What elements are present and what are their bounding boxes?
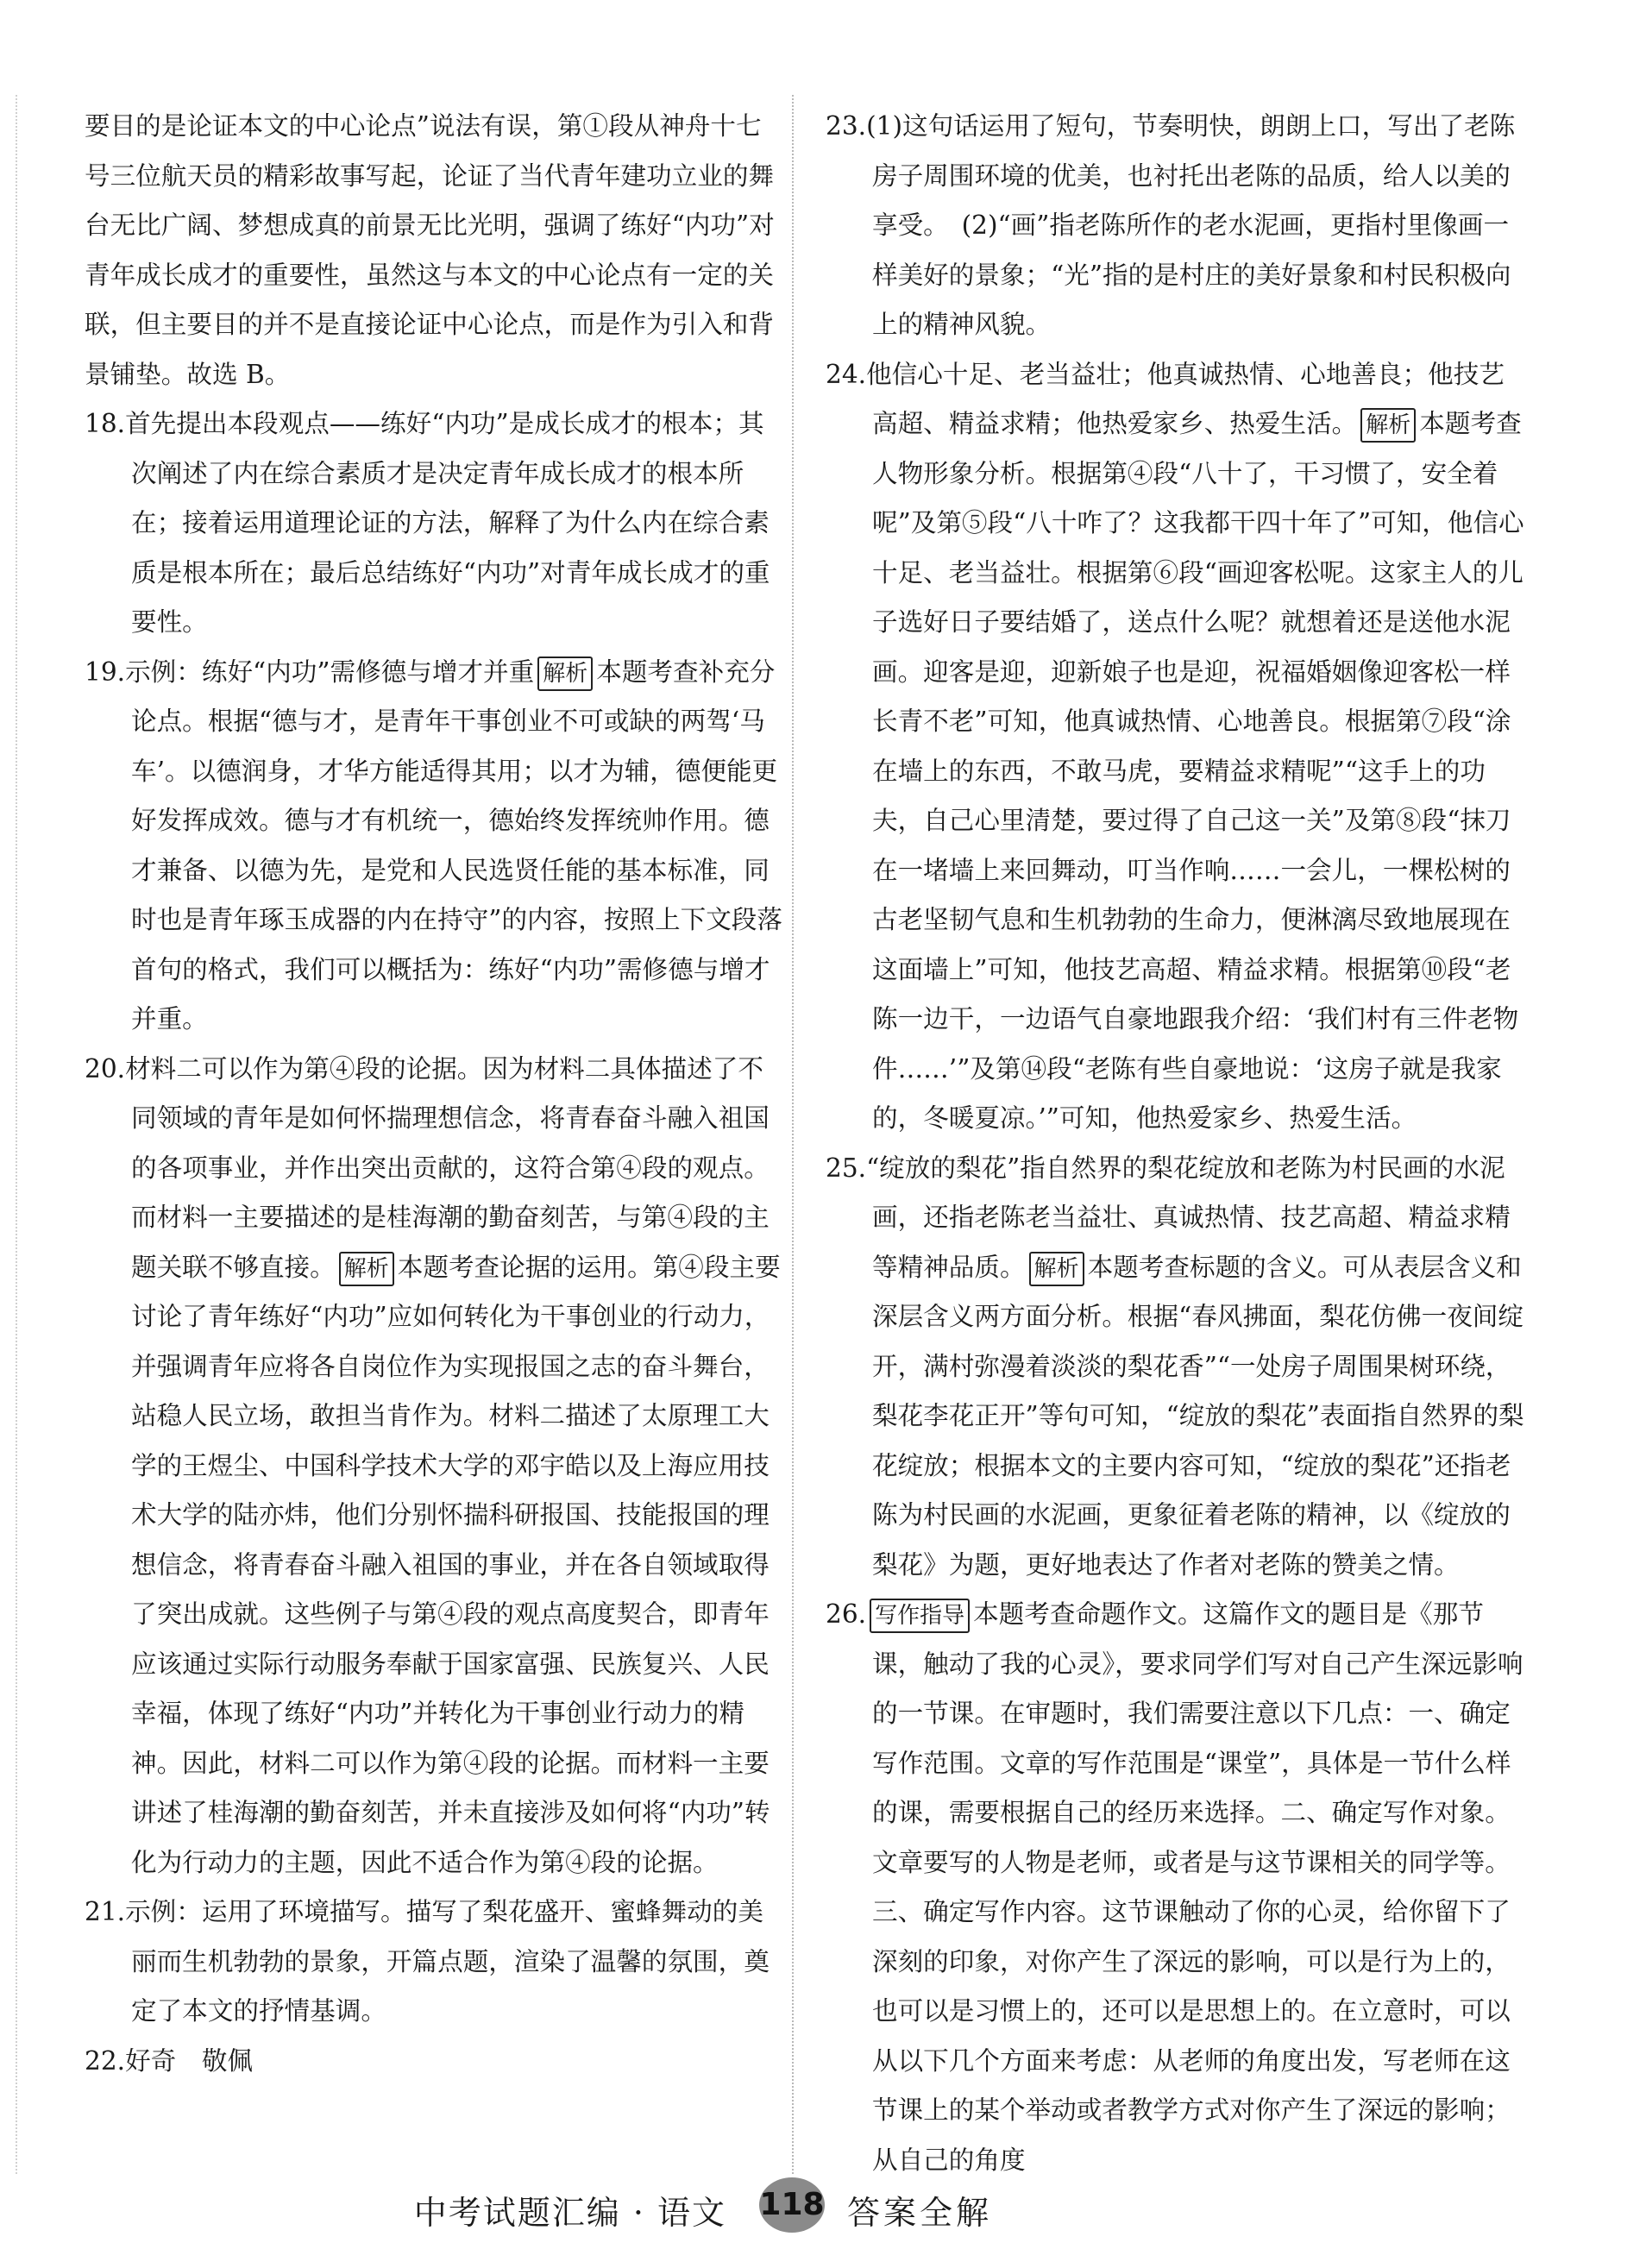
answer-24-text: 24.他信心十足、老当益壮；他真诚热情、心地善良；他技艺高超、精益求精；他热爱家乡、热爱生活。 [826,359,1505,438]
answer-20 [85,1045,783,1888]
page-number: 118 [759,2177,825,2233]
answer-25-analysis: 本题考查标题的含义。可从表层含义和深层含义两方面分析。根据“春风拂面，梨花仿佛一夜间绽开，满村弥漫着淡淡的梨花香”“一处房子周围果树环绕，梨花李花正开”等句可知，“绽放的梨花”表面指自然界的梨花绽放；根据本文的主要内容可知，“绽放的梨花”还指老陈为村民画的水泥画，更象征着老陈的精神，以《绽放的梨花》为题，更好地表达了作者对老陈的赞美之情。 [872,1252,1524,1580]
analysis-tag: 解析 [339,1252,394,1286]
left-column [85,102,783,2086]
answer-20-text: 20.材料二可以作为第④段的论据。因为材料二具体描述了不同领域的青年是如何怀揣理想信念，将青春奋斗融入祖国的各项事业，并作出突出贡献的，这符合第④段的观点。而材料一主要描述的是桂海潮的勤奋刻苦，与第④段的主题关联不够直接。 [85,1053,770,1282]
page-footer [0,2177,1646,2238]
answer-24-analysis: 本题考查人物形象分析。根据第④段“八十了，干习惯了，安全着呢”及第⑤段“八十咋了？这我都干四十年了”可知，他信心十足、老当益壮。根据第⑥段“画迎客松呢。这家主人的儿子选好日子要结婚了，送点什么呢？就想着还是送他水泥画。迎客是迎，迎新娘子也是迎，祝福婚姻像迎客松一样长青不老”可知，他真诚热情、心地善良。根据第⑦段“涂在墙上的东西，不敢马虎，要精益求精呢”“这手上的功夫，自己心里清楚，要过得了自己这一关”及第⑧段“抹刀在一堵墙上来回舞动，叮当作响……一会儿，一棵松树的古老坚韧气息和生机勃勃的生命力，便淋漓尽致地展现在这面墙上”可知，他技艺高超、精益求精。根据第⑩段“老陈一边干，一边语气自豪地跟我介绍：‘我们村有三件老物件……’”及第⑭段“老陈有些自豪地说：‘这房子就是我家的，冬暖夏凉。’”可知，他热爱家乡、热爱生活。 [872,409,1524,1133]
answer-24 [826,350,1524,1144]
column-divider [792,95,794,2174]
answer-19-analysis: 本题考查补充分论点。根据“德与才，是青年干事创业不可或缺的两驾‘马车’。以德润身，才华方能适得其用；以才为辅，德便能更好发挥成效。德与才有机统一，德始终发挥统帅作用。德才兼备、以德为先，是党和人民选贤任能的基本标准，同时也是青年琢玉成器的内在持守”的内容，按照上下文段落首句的格式，我们可以概括为：练好“内功”需修德与增才并重。 [131,657,782,1033]
answer-25-text: 25.“绽放的梨花”指自然界的梨花绽放和老陈为村民画的水泥画，还指老陈老当益壮、真诚热情、技艺高超、精益求精等精神品质。 [826,1153,1511,1282]
book-title: 中考试题汇编 · 语文 [413,2194,726,2232]
answer-26-guide: 本题考查命题作文。这篇作文的题目是《那节课，触动了我的心灵》，要求同学们写对自己产生深远影响的一节课。在审题时，我们需要注意以下几点：一、确定写作范围。文章的写作范围是“课堂”，具体是一节什么样的课，需要根据自己的经历来选择。二、确定写作对象。文章要写的人物是老师，或者是与这节课相关的同学等。三、确定写作内容。这节课触动了你的心灵，给你留下了深刻的印象，对你产生了深远的影响，可以是行为上的，也可以是习惯上的，还可以是思想上的。在立意时，可以从以下几个方面来考虑：从老师的角度出发，写老师在这节课上的某个举动或者教学方式对你产生了深远的影响；从自己的角度 [872,1599,1523,2175]
answer-19 [85,648,783,1045]
answer-17-continuation: 要目的是论证本文的中心论点”说法有误，第①段从神舟十七号三位航天员的精彩故事写起，论证了当代青年建功立业的舞台无比广阔、梦想成真的前景无比光明，强调了练好“内功”对青年成长成才的重要性，虽然这与本文的中心论点有一定的关联，但主要目的并不是直接论证中心论点，而是作为引入和背景铺垫。故选 B。 [85,111,775,389]
analysis-tag: 解析 [1029,1252,1084,1286]
answer-23: 23.(1)这句话运用了短句，节奏明快，朗朗上口，写出了老陈房子周围环境的优美，也衬托出老陈的品质，给人以美的享受。 (2)“画”指老陈所作的老水泥画，更指村里像画一样美好的景象；“光”指的是村庄的美好景象和村民积极向上的精神风貌。 [826,111,1516,339]
writing-guide-tag: 写作指导 [870,1599,970,1633]
answer-19-text: 19.示例：练好“内功”需修德与增才并重 [85,657,535,687]
answer-18: 18.首先提出本段观点——练好“内功”是成长成才的根本；其次阐述了内在综合素质才是决定青年成长成才的根本所在；接着运用道理论证的方法，解释了为什么内在综合素质是根本所在；最后总结练好“内功”对青年成长成才的重要性。 [85,409,770,637]
answer-26 [826,1590,1524,2185]
answer-25 [826,1144,1524,1591]
right-column [826,102,1524,2185]
answer-22: 22.好奇 敬佩 [85,2045,254,2076]
analysis-tag: 解析 [537,657,593,691]
answer-20-analysis: 本题考查论据的运用。第④段主要讨论了青年练好“内功”应如何转化为干事创业的行动力，并强调青年应将各自岗位作为实现报国之志的奋斗舞台，站稳人民立场，敢担当肯作为。材料二描述了太原理工大学的王煜尘、中国科学技术大学的邓宇皓以及上海应用技术大学的陆亦炜，他们分别怀揣科研报国、技能报国的理想信念，将青春奋斗融入祖国的事业，并在各自领域取得了突出成就。这些例子与第④段的观点高度契合，即青年应该通过实际行动服务奉献于国家富强、民族复兴、人民幸福，体现了练好“内功”并转化为干事创业行动力的精神。因此，材料二可以作为第④段的论据。而材料一主要讲述了桂海潮的勤奋刻苦，并未直接涉及如何将“内功”转化为行动力的主题，因此不适合作为第④段的论据。 [131,1252,781,1877]
book-subtitle: 答案全解 [847,2194,993,2232]
analysis-tag: 解析 [1360,408,1416,443]
binding-edge [16,95,17,2174]
answer-26-number: 26. [826,1599,867,1629]
answer-21: 21.示例：运用了环境描写。描写了梨花盛开、蜜蜂舞动的美丽而生机勃勃的景象，开篇点题，渲染了温馨的氛围，奠定了本文的抒情基调。 [85,1897,770,2026]
